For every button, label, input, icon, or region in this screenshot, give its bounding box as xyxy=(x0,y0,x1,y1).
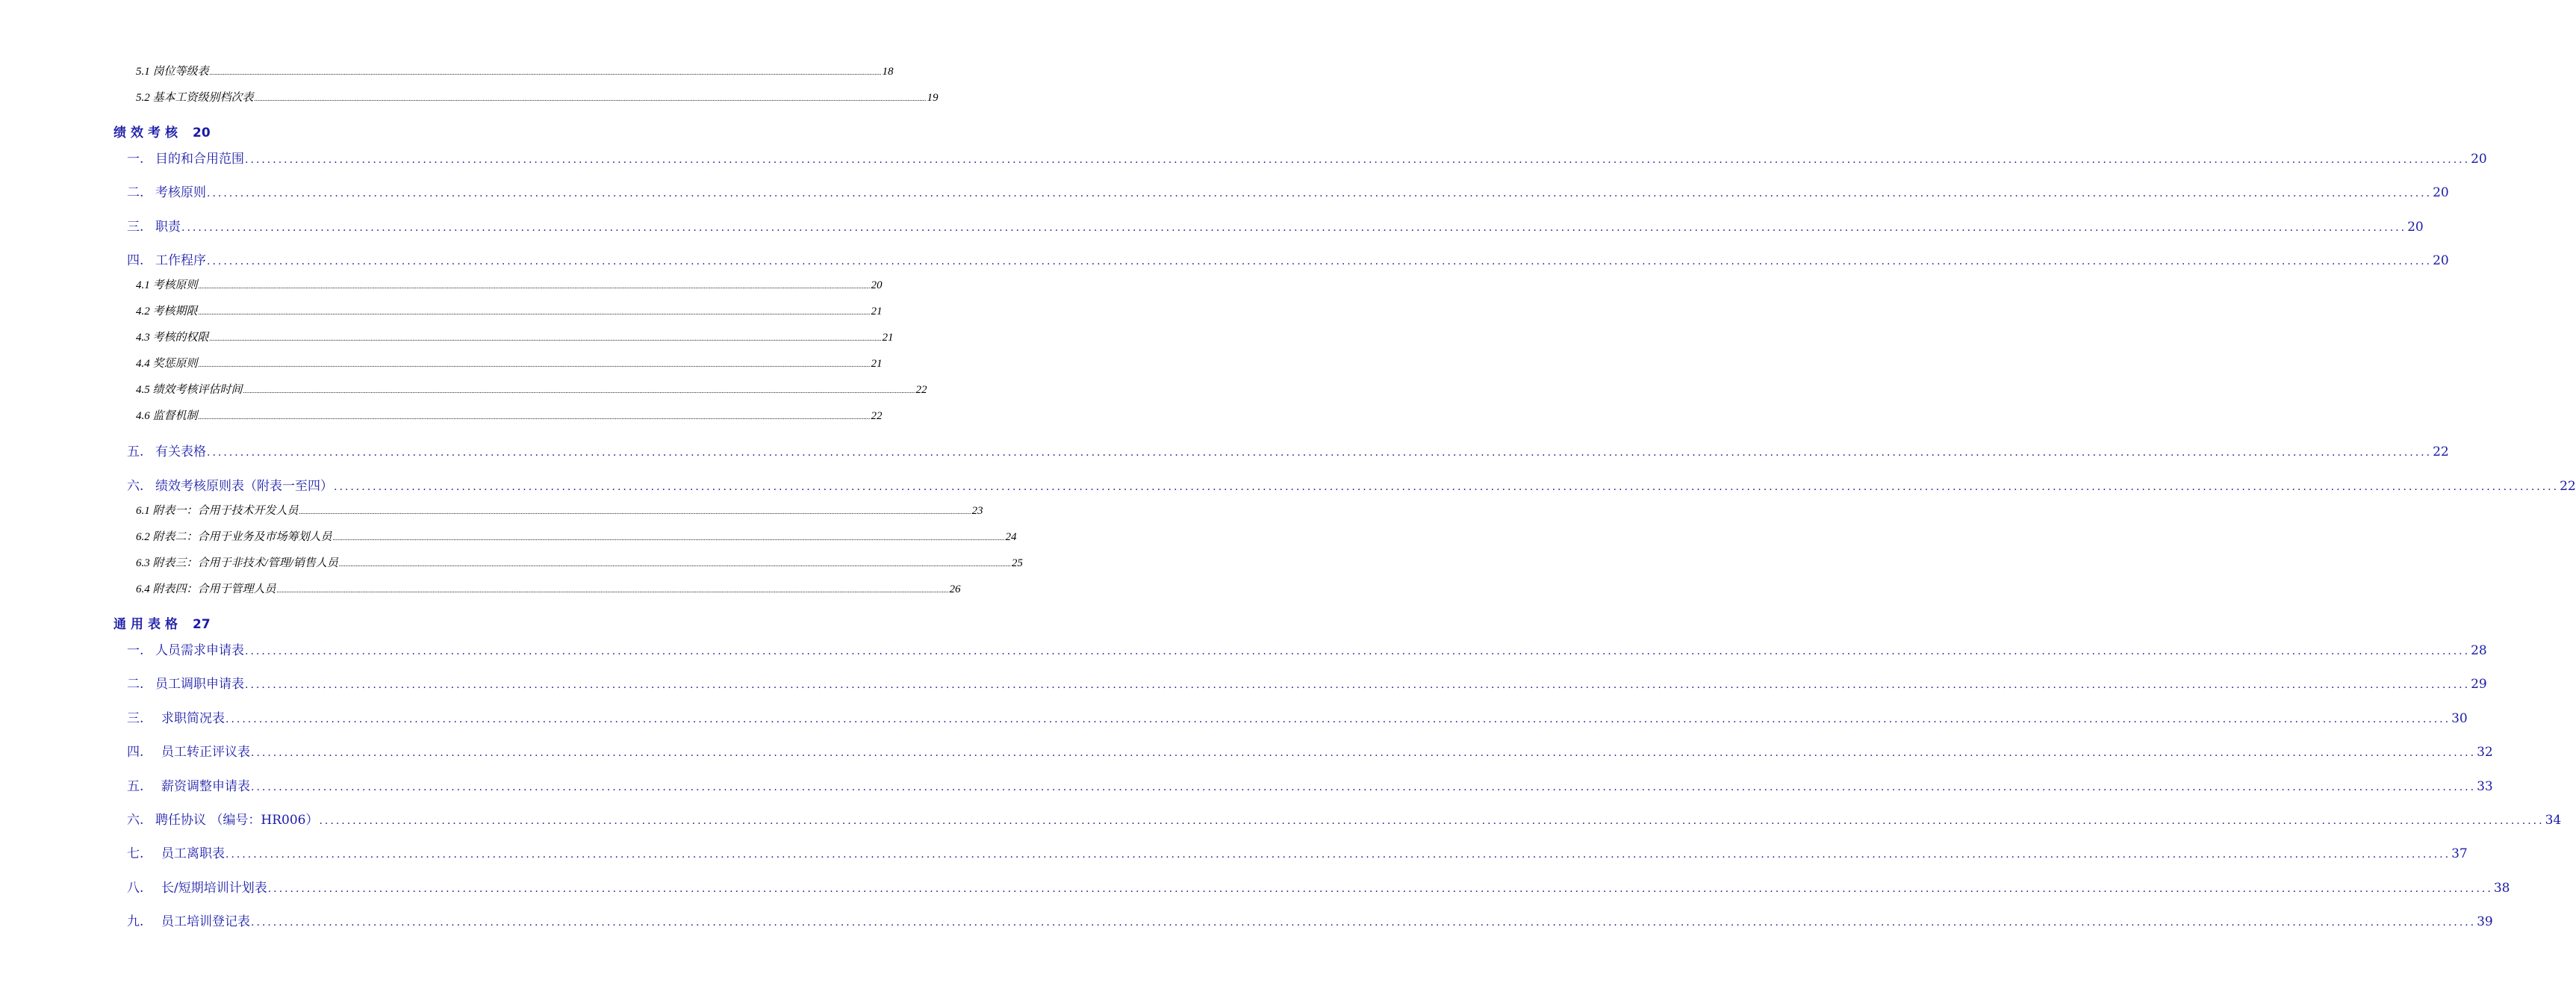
dot-leader: ................................................................................................................................................................................................................................................................................................................................................................................................................ xyxy=(207,188,2433,199)
toc-page-number: 34 xyxy=(2545,813,2562,828)
toc-page-number: 23 xyxy=(971,505,983,517)
toc-entry-label: 工作程序 xyxy=(155,253,206,268)
toc-page-number: 20 xyxy=(2407,220,2424,235)
toc-page-number: 28 xyxy=(2471,643,2487,658)
section-heading-forms[interactable] xyxy=(113,613,211,632)
section-heading-performance[interactable] xyxy=(113,122,211,140)
heading-page-number: 27 xyxy=(193,617,211,632)
toc-entry-number: 一. xyxy=(127,643,144,658)
toc-entry-label: 4.4 奖惩原则 xyxy=(136,358,198,370)
toc-page-number: 18 xyxy=(882,66,894,78)
toc-page-number: 21 xyxy=(871,306,883,317)
toc-page-number: 22 xyxy=(871,410,883,422)
toc-page-number: 22 xyxy=(2560,479,2576,494)
dot-leader: ................................................................................................................................................................................................................................................................................................................................................................................................................ xyxy=(332,534,1005,542)
toc-entry-label: 6.1 附表一：合用于技术开发人员 xyxy=(136,505,299,517)
toc-entry-forms-6[interactable] xyxy=(127,809,2562,828)
toc-entry-number: 四. xyxy=(127,745,144,760)
toc-entry-label: 4.6 监督机制 xyxy=(136,410,198,422)
dot-leader: ................................................................................................................................................................................................................................................................................................................................................................................................................ xyxy=(254,95,927,102)
dot-leader: ................................................................................................................................................................................................................................................................................................................................................................................................................ xyxy=(181,222,2407,234)
toc-page-number: 20 xyxy=(2433,253,2449,268)
toc-page-number: 32 xyxy=(2477,745,2493,760)
toc-entry-4-4[interactable] xyxy=(136,355,883,371)
dot-leader: ................................................................................................................................................................................................................................................................................................................................................................................................................ xyxy=(198,282,871,290)
toc-entry-forms-4[interactable] xyxy=(127,741,2493,760)
toc-page-number: 20 xyxy=(2433,185,2449,200)
dot-leader: ................................................................................................................................................................................................................................................................................................................................................................................................................ xyxy=(225,849,2451,861)
dot-leader: ................................................................................................................................................................................................................................................................................................................................................................................................................ xyxy=(225,713,2451,725)
toc-entry-label: 员工离职表 xyxy=(161,846,225,861)
heading-page-number: 20 xyxy=(193,126,211,140)
dot-leader: ................................................................................................................................................................................................................................................................................................................................................................................................................ xyxy=(251,747,2477,759)
toc-entry-forms-5[interactable] xyxy=(127,775,2493,794)
toc-entry-label: 长/短期培训计划表 xyxy=(161,881,267,896)
toc-entry-number: 九. xyxy=(127,914,144,929)
dot-leader: ................................................................................................................................................................................................................................................................................................................................................................................................................ xyxy=(319,815,2545,827)
toc-entry-label: 薪资调整申请表 xyxy=(161,779,250,794)
toc-page-number: 19 xyxy=(927,92,939,104)
toc-entry-perf-4[interactable] xyxy=(127,250,2449,268)
toc-entry-label: 员工转正评议表 xyxy=(161,745,250,760)
toc-page-number: 25 xyxy=(1011,557,1023,569)
toc-entry-label: 6.4 附表四：合用于管理人员 xyxy=(136,583,276,595)
dot-leader: ................................................................................................................................................................................................................................................................................................................................................................................................................ xyxy=(245,154,2471,166)
toc-page-number: 22 xyxy=(915,384,927,396)
heading-title: 绩效考核 xyxy=(113,126,182,140)
toc-entry-label: 4.1 考核原则 xyxy=(136,279,198,291)
toc-page-number: 20 xyxy=(871,279,883,291)
heading-title: 通用表格 xyxy=(113,617,182,632)
toc-entry-number: 三. xyxy=(127,711,144,726)
toc-entry-label: 4.5 绩效考核评估时间 xyxy=(136,384,243,396)
toc-entry-perf-1[interactable] xyxy=(127,148,2487,167)
toc-entry-6-4[interactable] xyxy=(136,580,961,596)
toc-entry-4-5[interactable] xyxy=(136,381,927,397)
toc-page-number: 26 xyxy=(949,583,961,595)
toc-entry-4-2[interactable] xyxy=(136,303,883,318)
toc-entry-label: 4.3 考核的权限 xyxy=(136,332,209,344)
toc-page-number: 21 xyxy=(882,332,894,344)
toc-page-number: 21 xyxy=(871,358,883,370)
toc-entry-label: 5.1 岗位等级表 xyxy=(136,66,209,78)
toc-entry-perf-6[interactable] xyxy=(127,475,2576,494)
toc-page-number: 38 xyxy=(2493,881,2510,896)
toc-entry-4-1[interactable] xyxy=(136,276,883,292)
toc-entry-forms-1[interactable] xyxy=(127,639,2487,658)
dot-leader: ................................................................................................................................................................................................................................................................................................................................................................................................................ xyxy=(299,508,971,515)
toc-entry-label: 6.2 附表二：合用于业务及市场筹划人员 xyxy=(136,531,332,543)
dot-leader: ................................................................................................................................................................................................................................................................................................................................................................................................................ xyxy=(198,413,871,421)
toc-entry-perf-3[interactable] xyxy=(127,216,2424,235)
toc-entry-label: 5.2 基本工资级别档次表 xyxy=(136,92,254,104)
dot-leader: ................................................................................................................................................................................................................................................................................................................................................................................................................ xyxy=(207,255,2433,267)
toc-entry-forms-9[interactable] xyxy=(127,911,2493,929)
dot-leader: ................................................................................................................................................................................................................................................................................................................................................................................................................ xyxy=(198,309,871,316)
toc-entry-label: 员工调职申请表 xyxy=(155,677,244,692)
toc-page-number: 37 xyxy=(2451,846,2468,861)
toc-entry-label: 绩效考核原则表（附表一至四） xyxy=(155,479,333,494)
toc-entry-label: 6.3 附表三：合用于非技术/管理/销售人员 xyxy=(136,557,338,569)
toc-entry-5-2[interactable] xyxy=(136,89,939,105)
toc-entry-label: 求职简况表 xyxy=(161,711,225,726)
toc-entry-number: 六. xyxy=(127,813,144,828)
toc-entry-number: 五. xyxy=(127,444,144,459)
toc-entry-5-1[interactable] xyxy=(136,63,894,78)
dot-leader: ................................................................................................................................................................................................................................................................................................................................................................................................................ xyxy=(251,917,2477,929)
toc-entry-forms-2[interactable] xyxy=(127,673,2487,692)
toc-entry-forms-7[interactable] xyxy=(127,843,2468,861)
toc-entry-4-3[interactable] xyxy=(136,329,894,344)
dot-leader: ................................................................................................................................................................................................................................................................................................................................................................................................................ xyxy=(209,69,882,76)
toc-page-number: 20 xyxy=(2471,152,2487,167)
toc-entry-number: 四. xyxy=(127,253,144,268)
toc-entry-label: 职责 xyxy=(155,220,181,235)
dot-leader: ................................................................................................................................................................................................................................................................................................................................................................................................................ xyxy=(338,560,1011,568)
toc-entry-label: 聘任协议 （编号：HR006） xyxy=(155,813,319,828)
dot-leader: ................................................................................................................................................................................................................................................................................................................................................................................................................ xyxy=(276,586,949,594)
toc-entry-label: 考核原则 xyxy=(155,185,206,200)
toc-entry-label: 人员需求申请表 xyxy=(155,643,244,658)
toc-entry-number: 八. xyxy=(127,881,144,896)
toc-entry-6-3[interactable] xyxy=(136,554,1023,570)
toc-page-number: 24 xyxy=(1005,531,1017,543)
dot-leader: ................................................................................................................................................................................................................................................................................................................................................................................................................ xyxy=(243,387,915,394)
toc-entry-forms-8[interactable] xyxy=(127,877,2510,896)
toc-page-number: 30 xyxy=(2451,711,2468,726)
toc-entry-label: 有关表格 xyxy=(155,444,206,459)
toc-entry-number: 六. xyxy=(127,479,144,494)
toc-entry-perf-5[interactable] xyxy=(127,441,2449,459)
dot-leader: ................................................................................................................................................................................................................................................................................................................................................................................................................ xyxy=(245,645,2471,657)
dot-leader: ................................................................................................................................................................................................................................................................................................................................................................................................................ xyxy=(209,335,882,342)
toc-page-number: 39 xyxy=(2477,914,2493,929)
toc-entry-6-2[interactable] xyxy=(136,528,1017,544)
toc-entry-number: 五. xyxy=(127,779,144,794)
toc-entry-label: 目的和合用范围 xyxy=(155,152,244,167)
toc-entry-number: 一. xyxy=(127,152,144,167)
dot-leader: ................................................................................................................................................................................................................................................................................................................................................................................................................ xyxy=(334,481,2560,493)
toc-entry-number: 二. xyxy=(127,677,144,692)
dot-leader: ................................................................................................................................................................................................................................................................................................................................................................................................................ xyxy=(251,781,2477,793)
toc-entry-perf-2[interactable] xyxy=(127,182,2449,200)
toc-page-number: 22 xyxy=(2433,444,2449,459)
toc-entry-number: 三. xyxy=(127,220,144,235)
toc-entry-forms-3[interactable] xyxy=(127,707,2468,726)
dot-leader: ................................................................................................................................................................................................................................................................................................................................................................................................................ xyxy=(198,361,871,368)
toc-entry-number: 七. xyxy=(127,846,144,861)
toc-entry-label: 4.2 考核期限 xyxy=(136,306,198,317)
toc-entry-label: 员工培训登记表 xyxy=(161,914,250,929)
dot-leader: ................................................................................................................................................................................................................................................................................................................................................................................................................ xyxy=(245,679,2471,691)
dot-leader: ................................................................................................................................................................................................................................................................................................................................................................................................................ xyxy=(267,883,2493,895)
toc-entry-4-6[interactable] xyxy=(136,407,883,423)
toc-entry-6-1[interactable] xyxy=(136,502,983,518)
toc-page-number: 33 xyxy=(2477,779,2493,794)
dot-leader: ................................................................................................................................................................................................................................................................................................................................................................................................................ xyxy=(207,447,2433,459)
toc-page-number: 29 xyxy=(2471,677,2487,692)
toc-entry-number: 二. xyxy=(127,185,144,200)
